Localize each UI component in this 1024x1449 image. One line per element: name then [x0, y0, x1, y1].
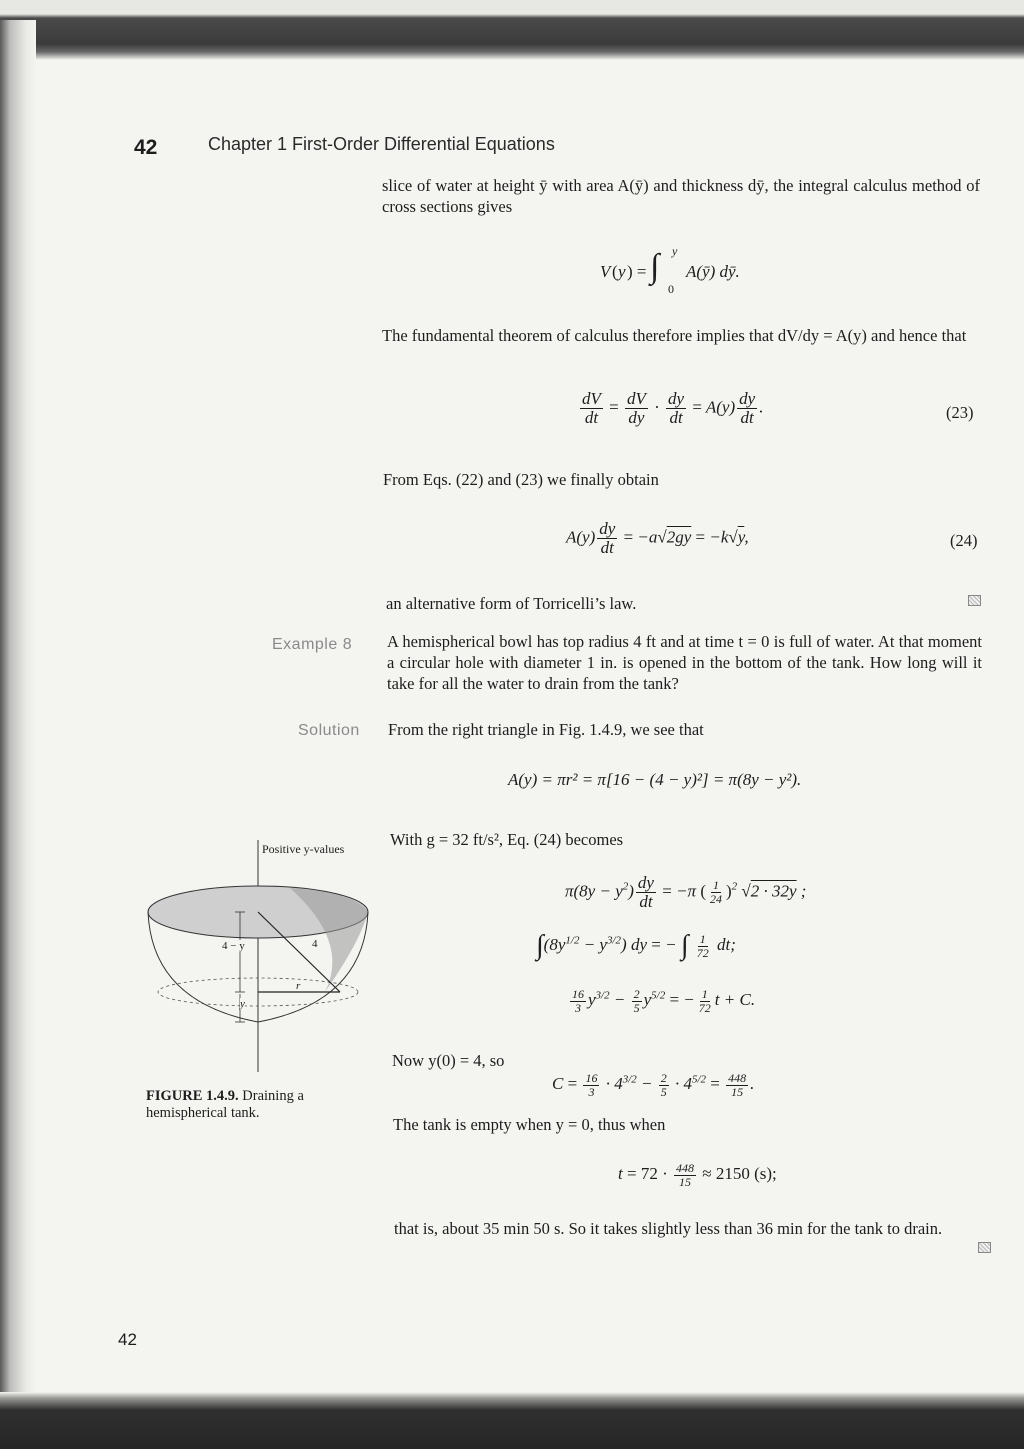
equation-area: A(y) = πr² = π[16 − (4 − y)²] = π(8y − y²).	[508, 770, 802, 789]
equation-24: A(y) $\frac{dy}{dt}$ = −a√2gy = −k√y,	[566, 519, 749, 557]
equation-number-23: (23)	[946, 403, 974, 422]
axis-label-positive-y: Positive y-values	[262, 842, 345, 856]
end-of-section-mark	[968, 595, 981, 606]
solution-label: Solution	[298, 722, 360, 739]
chapter-title: Chapter 1 First-Order Differential Equations	[208, 134, 555, 154]
figure-caption-number: FIGURE 1.4.9.	[146, 1088, 239, 1104]
figure-hemispherical-tank	[140, 832, 380, 1082]
paragraph-conclusion: that is, about 35 min 50 s. So it takes slightly less than 36 min for the tank to drain.	[394, 1219, 943, 1238]
solution-text: From the right triangle in Fig. 1.4.9, we see that	[388, 720, 704, 739]
scan-bottom-edge	[0, 1392, 1024, 1449]
figure-caption	[146, 1088, 346, 1122]
footer-page-number: 42	[118, 1330, 137, 1349]
end-of-example-mark	[978, 1242, 991, 1253]
paragraph-tank-empty: The tank is empty when y = 0, thus when	[393, 1115, 666, 1134]
label-r: r	[296, 980, 301, 992]
paragraph-initial-condition: Now y(0) = 4, so	[392, 1051, 505, 1070]
equation-step-2: $\int(8y^{1/2} - y^{3/2})$ dy = − ∫ $\frac{1}{72}$ dt;	[536, 930, 736, 961]
paragraph-eqs-22-23: From Eqs. (22) and (23) we finally obtain	[383, 470, 659, 489]
equation-time: t = 72 · $\frac{448}{15}$ ≈ 2150 (s);	[618, 1161, 777, 1189]
label-radius-4: 4	[312, 938, 318, 950]
figure-caption-text: Draining a hemispherical tank.	[146, 1088, 304, 1121]
paragraph-with-g: With g = 32 ft/s², Eq. (24) becomes	[390, 830, 624, 849]
paragraph-fundamental-theorem: The fundamental theorem of calculus therefore implies that dV/dy = A(y) and hence that	[382, 326, 967, 345]
equation-constant-c: C = $\frac{16}{3}$ · $4^{3/2}$ − $\frac{2}{5}$ · $4^{5/2}$ = $\frac{448}{15}$ .	[552, 1071, 755, 1099]
paragraph-cross-sections: slice of water at height ȳ with area A(ȳ) and thickness dȳ, the integral calculus method of cross sections gives	[382, 176, 980, 216]
scan-left-edge	[0, 20, 36, 1449]
scan-top-edge	[0, 0, 1024, 60]
equation-23: $\frac{dV}{dt}$ = $\frac{dV}{dy}$ · $\frac{dy}{dt}$ = A(y) $\frac{dy}{dt}$ .	[582, 389, 764, 427]
example-text: A hemispherical bowl has top radius 4 ft and at time t = 0 is full of water. At that moment a circular hole with diameter 1 in. is opened in the bottom of the tank. How long will it take for all the water to drain from the tank?	[387, 632, 982, 693]
example-label: Example 8	[272, 636, 353, 653]
label-4-minus-y: 4 − y	[222, 940, 245, 952]
equation-step-1: $\pi(8y - y^2)$ $\frac{dy}{dt}$ = −π ( $\frac{1}{24}$ )$^2$ √2 · 32y ;	[565, 873, 807, 911]
tank-diagram	[140, 832, 380, 1082]
header-page-number: 42	[134, 136, 158, 159]
paragraph-torricelli: an alternative form of Torricelli’s law.	[386, 594, 637, 613]
equation-number-24: (24)	[950, 531, 978, 550]
equation-step-3: $\frac{16}{3}$ $y^{3/2}$ − $\frac{2}{5}$ $y^{5/2}$ = − $\frac{1}{72}$ t + C.	[572, 987, 756, 1015]
equation-volume: V ( y ) = ∫ y 0 A(ȳ) dȳ.	[600, 244, 740, 296]
label-y: y	[240, 998, 245, 1010]
